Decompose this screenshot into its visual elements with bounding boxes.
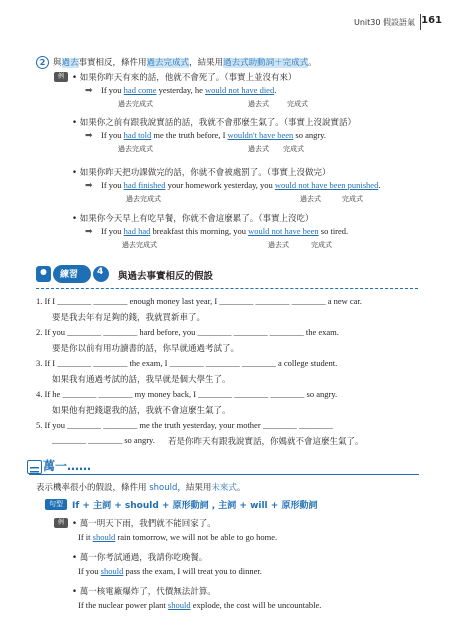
tense-note: 過去完成式	[122, 241, 157, 249]
verb-underlined: had finished	[123, 180, 166, 190]
section-icon	[27, 460, 42, 474]
arrow-right-icon: ➡	[85, 131, 93, 141]
example-english	[78, 600, 321, 610]
example-badge: 例	[54, 518, 68, 528]
question-1: 1. If I ________ ________ enough money last year, I ________ ________ ________ a new car.	[36, 296, 362, 306]
question-2: 2. If you ________ ________ hard before, you ________ ________ ________ the exam.	[36, 327, 339, 337]
tense-note: 過去完成式	[118, 145, 153, 153]
example-english	[78, 532, 277, 542]
verb-underlined: had told	[123, 130, 152, 140]
tense-note: 完成式	[283, 145, 304, 153]
text: so angry.	[293, 130, 326, 140]
verb-underlined: would not have died	[205, 85, 275, 95]
rule-text: ，結果用	[189, 58, 224, 68]
text: 表示機率很小的假設，條件用	[36, 483, 150, 493]
example-chinese: • 萬一核電廠爆炸了，代價無法計算。	[72, 587, 216, 597]
section-title: 萬一……	[43, 459, 92, 473]
text: .	[274, 85, 277, 95]
example-chinese: • 如果你今天早上有吃早餐，你就不會這麼累了。（事實上沒吃）	[72, 214, 314, 224]
text: rain tomorrow, we will not be able to go home.	[115, 532, 278, 542]
text: breakfast this morning, you	[150, 226, 249, 236]
rule-text: 。	[308, 58, 317, 68]
tense-note: 過去完成式	[126, 195, 161, 203]
example-english	[101, 226, 348, 236]
question-3: 3. If I ________ ________ the exam, I ________ ________ ________ a college student.	[36, 358, 338, 368]
example-english	[78, 566, 262, 576]
page-number: 161	[421, 15, 442, 26]
example-english	[101, 130, 326, 140]
question-1-translation: 要是我去年有足夠的錢，我就買新車了。	[52, 313, 206, 323]
keyword-underlined: should	[167, 600, 191, 610]
arrow-right-icon: ➡	[85, 227, 93, 237]
question-2-translation: 要是你以前有用功讀書的話，你早就通過考試了。	[52, 344, 240, 354]
text: explode, the cost will be uncountable.	[190, 600, 322, 610]
rule-highlight: 過去式助動詞＋完成式	[223, 58, 309, 68]
rule-number-badge: 2	[36, 56, 49, 69]
tense-note: 過去完成式	[118, 100, 153, 108]
text: yesterday, he	[156, 85, 206, 95]
verb-underlined: would not have been punished	[274, 180, 379, 190]
text: If you	[101, 180, 124, 190]
example-english	[101, 85, 276, 95]
text: me the truth before, I	[151, 130, 228, 140]
question-5-translation: 若是你昨天有跟我說實話，你媽就不會這麼生氣了。	[168, 437, 364, 447]
text: ，結果用	[177, 483, 212, 493]
question-4: 4. If he ________ ________ my money back, I ________ ________ ________ so angry.	[36, 389, 338, 399]
tense-note: 過去式	[268, 241, 289, 249]
text: If it	[78, 532, 93, 542]
text: your homework yesterday, you	[165, 180, 275, 190]
example-chinese: • 萬一明天下雨，我們就不能回家了。	[72, 519, 216, 529]
rule-text: 事實相反，條件用	[78, 58, 147, 68]
text: If you	[101, 226, 124, 236]
text: .	[378, 180, 381, 190]
keyword: should	[149, 483, 178, 493]
verb-underlined: had had	[123, 226, 151, 236]
running-header: Unit30 假設語氣	[353, 18, 415, 27]
example-chinese: • 如果你昨天把功課做完的話，你就不會被處罰了。（事實上沒做完）	[72, 168, 331, 178]
dashed-divider	[36, 288, 418, 289]
section-description	[36, 481, 245, 493]
text: 。	[236, 483, 246, 493]
example-chinese: • 如果你之前有跟我說實話的話，我就不會那麼生氣了。（事實上沒說實話）	[72, 118, 356, 128]
rule-highlight: 過去完成式	[146, 58, 190, 68]
keyword-underlined: should	[92, 532, 116, 542]
tense-note: 過去式	[248, 145, 269, 153]
tense-note: 完成式	[342, 195, 363, 203]
verb-underlined: would not have been	[248, 226, 319, 236]
arrow-right-icon: ➡	[85, 181, 93, 191]
verb-underlined: wouldn't have been	[227, 130, 294, 140]
rule-statement	[53, 56, 317, 68]
tense-note: 過去式	[248, 100, 269, 108]
keyword: 未來式	[211, 483, 237, 493]
example-chinese: • 如果你昨天有來的話，他就不會死了。（事實上並沒有來）	[72, 73, 297, 83]
exercise-badge	[36, 264, 110, 284]
example-badge: 例	[54, 72, 68, 82]
exercise-label: 練習	[60, 270, 79, 280]
text: pass the exam, I will treat you to dinner.	[123, 566, 262, 576]
tense-note: 過去式	[300, 195, 321, 203]
tense-note: 完成式	[287, 100, 308, 108]
example-chinese: • 萬一你考試通過，我請你吃晚餐。	[72, 553, 208, 563]
exercise-title: 與過去事實相反的假設	[118, 271, 214, 282]
question-4-translation: 如果他有把錢還我的話，我就不會這麼生氣了。	[52, 406, 231, 416]
example-english	[101, 180, 380, 190]
text: so tired.	[318, 226, 349, 236]
arrow-right-icon: ➡	[85, 86, 93, 96]
rule-highlight: 過去	[61, 58, 79, 68]
question-3-translation: 如果我有通過考試的話，我早就是個大學生了。	[52, 375, 231, 385]
rule-text: 與	[53, 58, 62, 68]
formula: If + 主詞 + should + 原形動詞 , 主詞 + will + 原形動詞	[72, 501, 318, 511]
text: If the nuclear power plant	[78, 600, 168, 610]
formula-badge: 句型	[45, 499, 67, 510]
tense-note: 完成式	[311, 241, 332, 249]
verb-underlined: had come	[123, 85, 157, 95]
text: If you	[78, 566, 101, 576]
question-5: 5. If you ________ ________ me the truth yesterday, your mother ________ ________	[36, 420, 333, 430]
exercise-number: 4	[97, 267, 104, 277]
section-underline	[29, 474, 419, 475]
question-5-line2: ________ ________ so angry.	[52, 435, 155, 445]
text: If you	[101, 85, 124, 95]
text: If you	[101, 130, 124, 140]
keyword-underlined: should	[100, 566, 124, 576]
